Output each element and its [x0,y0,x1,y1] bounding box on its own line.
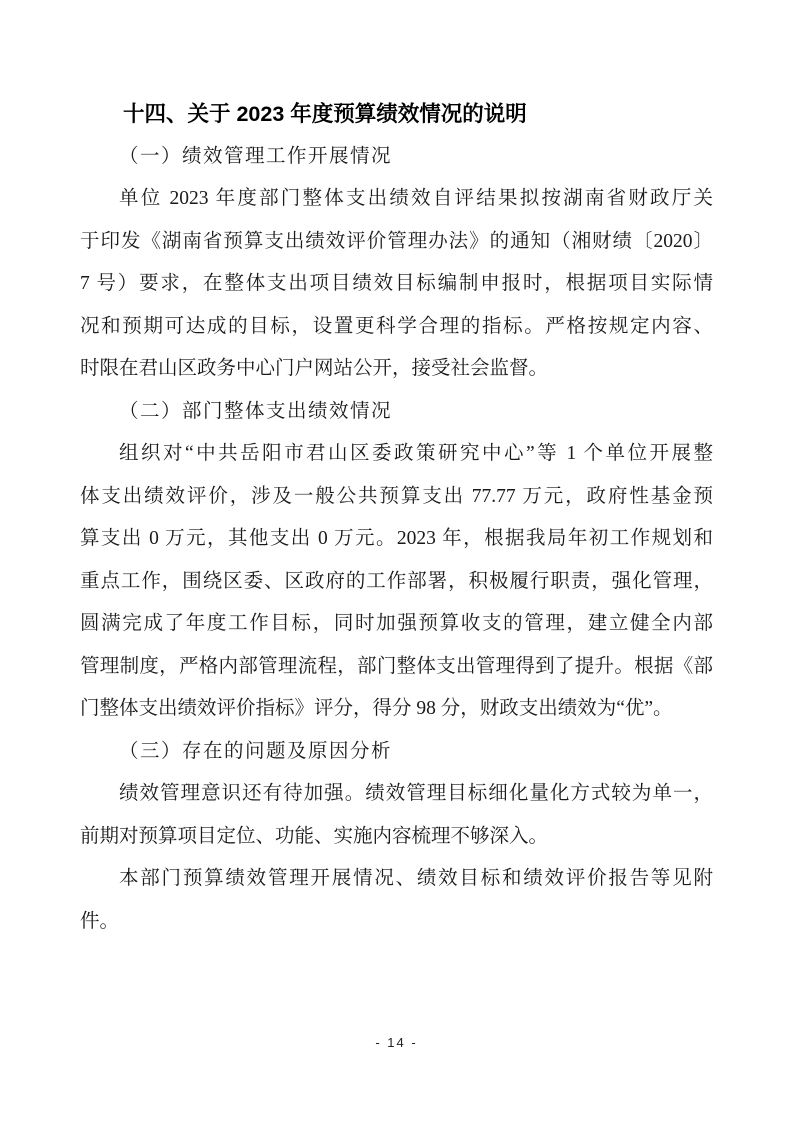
paragraph-1-line: 单位 2023 年度部门整体支出绩效自评结果拟按湖南省财政厅关 [119,188,713,209]
section-title-line: 十四、关于 2023 年度预算绩效情况的说明 [123,102,527,126]
paragraph-2-line: 圆满完成了年度工作目标，同时加强预算收支的管理，建立健全内部 [80,613,713,634]
subsection-heading-1-line: （一）绩效管理工作开展情况 [119,145,393,167]
paragraph-2-line: 算支出 0 万元，其他支出 0 万元。2023 年，根据我局年初工作规划和 [80,528,713,549]
paragraph-2-line: 重点工作，围绕区委、区政府的工作部署，积极履行职责，强化管理， [80,570,713,592]
subsection-heading-3-line: （三）存在的问题及原因分析 [119,740,393,762]
paragraph-1-line: 于印发《湖南省预算支出绩效评价管理办法》的通知（湘财绩〔2020〕 [80,230,713,252]
document-body [80,93,713,943]
subsection-heading-2-line: （二）部门整体支出绩效情况 [119,400,393,422]
paragraph-4-line: 件。 [80,910,120,932]
paragraph-2-line: 管理制度，严格内部管理流程，部门整体支出管理得到了提升。根据《部 [80,655,713,677]
page-number: - 14 - [375,1035,418,1050]
paragraph-2-line: 组织对“中共岳阳市君山区委政策研究中心”等 1 个单位开展整 [119,443,713,464]
paragraph-2-line: 体支出绩效评价，涉及一般公共预算支出 77.77 万元，政府性基金预 [80,485,713,507]
page-footer [0,1034,793,1052]
paragraph-2-line: 门整体支出绩效评价指标》评分，得分 98 分，财政支出绩效为“优”。 [80,698,673,719]
paragraph-3-line: 绩效管理意识还有待加强。绩效管理目标细化量化方式较为单一， [119,783,713,804]
paragraph-4-line: 本部门预算绩效管理开展情况、绩效目标和绩效评价报告等见附 [119,868,713,889]
paragraph-1-line: 况和预期可达成的目标，设置更科学合理的指标。严格按规定内容、 [80,315,713,337]
paragraph-3-line: 前期对预算项目定位、功能、实施内容梳理不够深入。 [80,825,549,847]
paragraph-1-line: 时限在君山区政务中心门户网站公开，接受社会监督。 [80,358,549,379]
paragraph-1-line: 7 号）要求，在整体支出项目绩效目标编制申报时，根据项目实际情 [80,273,713,294]
